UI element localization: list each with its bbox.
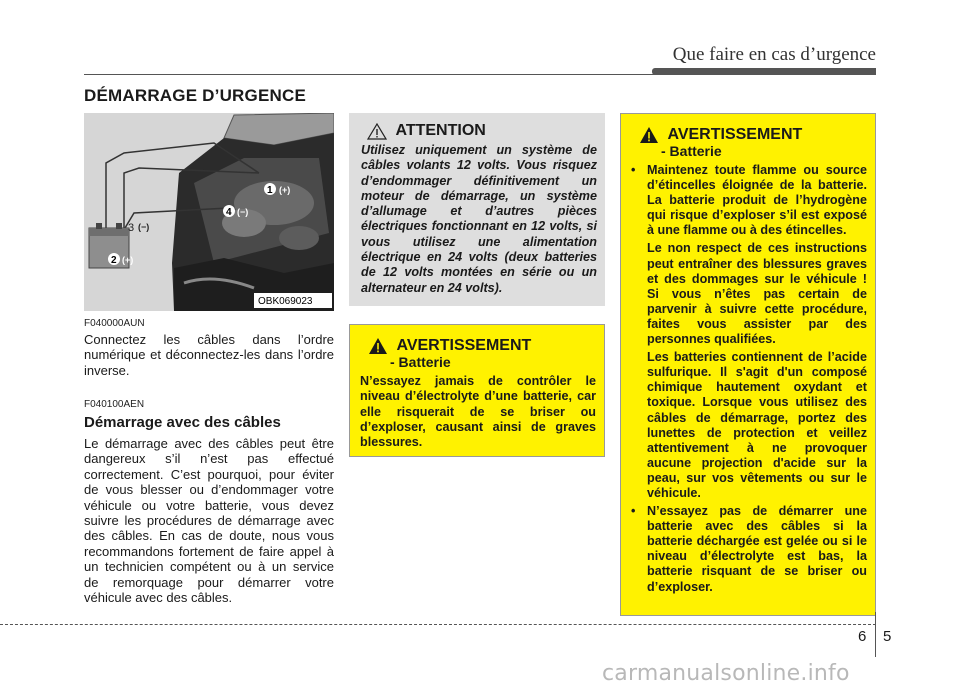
chapter-title: Que faire en cas d’urgence [672,44,876,65]
warning2-subtitle: - Batterie [661,143,722,159]
figure-label-1: 1 [267,185,273,196]
page-number: 5 [883,628,892,645]
warning1-subtitle: - Batterie [390,354,451,370]
list-item [631,504,867,595]
warning2-item1-para3: Les batteries contiennent de l’acide sulfurique. Il s'agit d'un composé chimique hautement oxydant et toxique. Lorsque vous utilisez des câbles de démarrage, portez des lunettes de protection et veillez attentivement à ne provoquer aucune projection d'acide sur la peau, sur vos vêtements ou sur le véhicule. [647,350,867,500]
warning-triangle-icon [368,337,388,355]
figure-label-3: 3 [128,222,135,234]
warning2-item1: Maintenez toute flamme ou source d’étincelles éloignée de la batterie. La batterie produit de l’hydrogène qui risque d’exploser s’il est exposé à une flamme ou à des étincelles. [647,163,867,238]
attention-text: Utilisez uniquement un système de câbles volants 12 volts. Vous risquez d’endommager définitivement un moteur de démarrage, un système d’allumage et d’autres pièces électriques fonctionnant en 12 volts, si vous utilisez une alimentation électrique en 24 volts (deux batteries de 12 volts montées en série ou un alternateur en 24 volts). [361,143,597,295]
bullet: • [631,163,636,177]
section-title: DÉMARRAGE D’URGENCE [84,86,306,105]
warning1-title: AVERTISSEMENT [396,337,532,354]
figure-label-2: 2 [111,255,117,266]
caution-triangle-icon [367,123,387,140]
figure-label-3-sign: (−) [138,222,150,232]
figure-label-2-sign: (+) [122,255,134,265]
header-rule [84,74,876,75]
warning2-item2: N’essayez pas de démarrer une batterie avec des câbles si la batterie déchargée est gelée ou si le niveau d’électrolyte est bas, la batterie risquant de se briser ou d’exploser. [647,504,867,594]
subheading: Démarrage avec des câbles [84,414,281,431]
figure-code: OBK069023 [258,296,313,307]
ref-code-2: F040100AEN [84,399,145,410]
warning2-item1-para2: Le non respect de ces instructions peut entraîner des blessures graves et des dommages sur le véhicule ! Si vous n’êtes pas certain de parvenir à suivre cette procédure, faites vous assister par des personnes qualifiées. [647,241,867,347]
chapter-number: 6 [858,628,867,645]
warning-box-battery-1 [349,324,605,457]
watermark: carmanualsonline.info [602,661,850,686]
attention-box [349,113,605,306]
warning2-list [631,163,867,598]
bullet: • [631,504,636,519]
list-item [631,163,867,238]
figure-label-4: 4 [226,207,232,218]
footer-rule [0,624,876,625]
warning1-text: N’essayez jamais de contrôler le niveau d’électrolyte d’une batterie, car elle risquerait de se briser ou d’exploser, causant ainsi de graves blessures. [360,374,596,450]
attention-title: ATTENTION [395,122,486,139]
warning2-title: AVERTISSEMENT [667,126,803,143]
engine-bay-drawing [84,113,334,311]
figure-label-1-sign: (+) [279,185,291,195]
page-number-divider [875,612,876,657]
warning-triangle-icon [639,126,659,144]
warning-box-battery-2 [620,113,876,616]
intro-paragraph: Connectez les câbles dans l’ordre numérique et déconnectez-les dans l’ordre inverse. [84,332,334,378]
jump-start-paragraph: Le démarrage avec des câbles peut être dangereux s’il n’est pas effectué correctement. C’est pourquoi, pour éviter de vous blesser ou d’endommager votre véhicule ou votre batterie, vous devez suivre les procédures de démarrage avec des câbles. En cas de doute, nous vous recommandons fortement de faire appel à un technicien compétent ou à un service de remorquage pour démarrer votre véhicule avec des câbles. [84,436,334,606]
jump-start-illustration [84,113,334,311]
ref-code-1: F040000AUN [84,318,145,329]
figure-label-4-sign: (−) [237,207,249,217]
